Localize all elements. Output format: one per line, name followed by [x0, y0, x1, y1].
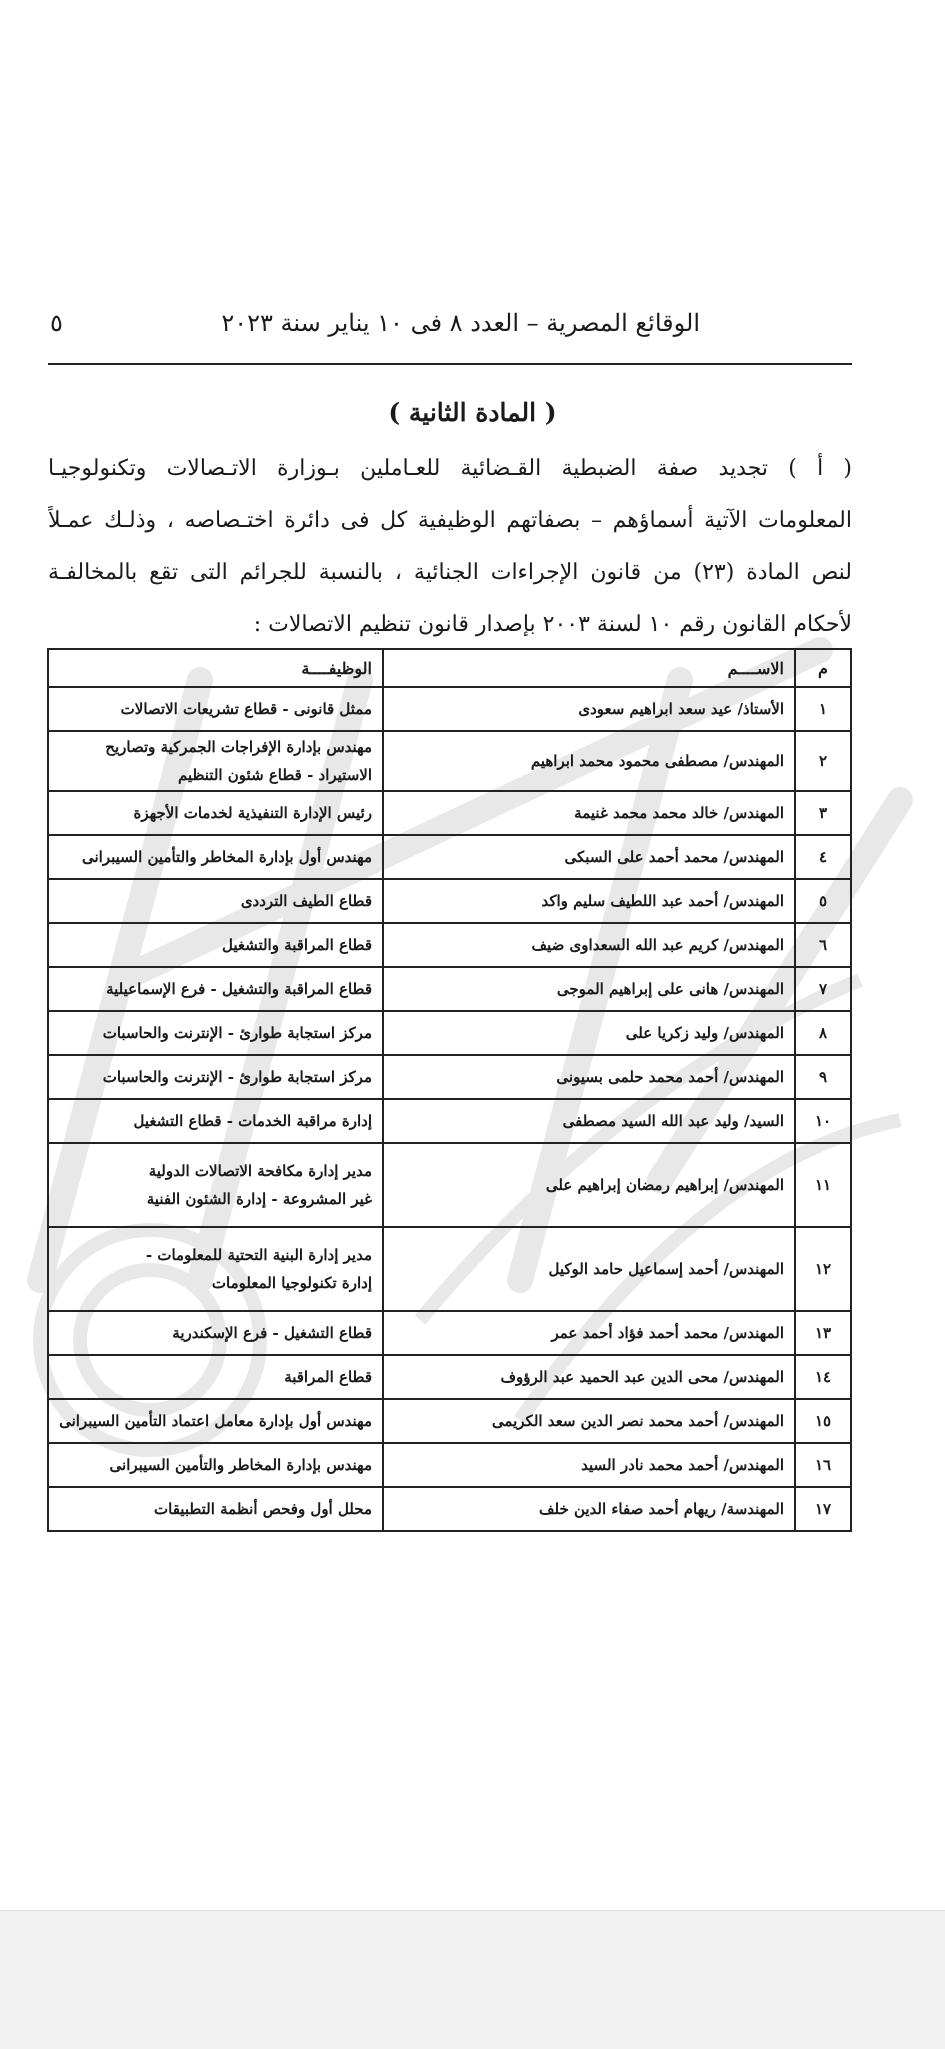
table-row [48, 835, 851, 879]
gazette-title: الوقائع المصرية – العدد ٨ فى ١٠ يناير سنة ٢٠٢٣ [221, 309, 700, 337]
officer-job [48, 1311, 383, 1355]
job-line: قطاع المراقبة والتشغيل [221, 936, 372, 954]
job-line: مركز استجابة طوارئ - الإنترنت والحاسبات [102, 1024, 372, 1042]
officers-table [47, 648, 852, 1532]
officer-name: المهندس/ محى الدين عبد الحميد عبد الرؤوف [383, 1355, 795, 1399]
officer-job [48, 1355, 383, 1399]
officer-job [48, 1055, 383, 1099]
table-row [48, 879, 851, 923]
row-number: ١٥ [795, 1399, 851, 1443]
officer-job [48, 1099, 383, 1143]
row-number: ١٧ [795, 1487, 851, 1531]
page-number: ٥ [50, 309, 63, 337]
row-number: ١٢ [795, 1227, 851, 1311]
header-number: م [795, 649, 851, 687]
officer-name: المهندس/ أحمد محمد نصر الدين سعد الكريمى [383, 1399, 795, 1443]
job-line: غير المشروعة - إدارة الشئون الفنية [146, 1190, 372, 1208]
table-row [48, 1443, 851, 1487]
row-number: ١٦ [795, 1443, 851, 1487]
table-row [48, 1143, 851, 1227]
row-number: ٧ [795, 967, 851, 1011]
job-line: قطاع الطيف الترددى [240, 892, 372, 910]
table-body [48, 687, 851, 1531]
job-line: مدير إدارة مكافحة الاتصالات الدولية [148, 1162, 372, 1180]
row-number: ١ [795, 687, 851, 731]
officer-name: المهندس/ إبراهيم رمضان إبراهيم على [383, 1143, 795, 1227]
officer-job [48, 1143, 383, 1227]
table-row [48, 967, 851, 1011]
officer-name: المهندس/ محمد أحمد فؤاد أحمد عمر [383, 1311, 795, 1355]
job-line: قطاع المراقبة [284, 1368, 372, 1386]
row-number: ١٤ [795, 1355, 851, 1399]
officer-name: المهندس/ أحمد عبد اللطيف سليم واكد [383, 879, 795, 923]
officer-job [48, 1011, 383, 1055]
table-row [48, 1311, 851, 1355]
officer-name: المهندس/ خالد محمد محمد غنيمة [383, 791, 795, 835]
job-line: مهندس بإدارة المخاطر والتأمين السيبرانى [109, 1456, 372, 1474]
officer-job [48, 731, 383, 791]
viewer-bottom-bar [0, 1910, 945, 2049]
officer-name: الأستاذ/ عيد سعد ابراهيم سعودى [383, 687, 795, 731]
table-row [48, 1487, 851, 1531]
job-line: مدير إدارة البنية التحتية للمعلومات - [145, 1246, 372, 1264]
table-row [48, 791, 851, 835]
officer-job [48, 879, 383, 923]
job-line: مهندس أول بإدارة معامل اعتماد التأمين السيبرانى [59, 1412, 372, 1430]
officer-name: المهندس/ هانى على إبراهيم الموجى [383, 967, 795, 1011]
job-line: مهندس بإدارة الإفراجات الجمركية وتصاريح [105, 738, 372, 756]
officer-job [48, 1399, 383, 1443]
officer-name: المهندس/ محمد أحمد على السبكى [383, 835, 795, 879]
job-line: رئيس الإدارة التنفيذية لخدمات الأجهزة [133, 804, 372, 822]
officer-name: المهندس/ كريم عبد الله السعداوى ضيف [383, 923, 795, 967]
table-row [48, 1055, 851, 1099]
officer-name: المهندس/ مصطفى محمود محمد ابراهيم [383, 731, 795, 791]
officer-job [48, 687, 383, 731]
article-paragraph [48, 443, 852, 651]
row-number: ١١ [795, 1143, 851, 1227]
header-name: الاســــم [383, 649, 795, 687]
officer-job [48, 1443, 383, 1487]
row-number: ٣ [795, 791, 851, 835]
paragraph-line: لنص المادة (٢٣) من قانون الإجراءات الجنائية ، بالنسبة للجرائم التى تقع بالمخالفـة [48, 560, 852, 585]
officer-name: المهندس/ وليد زكريا على [383, 1011, 795, 1055]
page-header [48, 305, 852, 345]
job-line: إدارة مراقبة الخدمات - قطاع التشغيل [133, 1112, 372, 1130]
officer-job [48, 923, 383, 967]
paragraph-line: لأحكام القانون رقم ١٠ لسنة ٢٠٠٣ بإصدار قانون تنظيم الاتصالات : [253, 612, 852, 637]
row-number: ٦ [795, 923, 851, 967]
row-number: ١٣ [795, 1311, 851, 1355]
row-number: ٩ [795, 1055, 851, 1099]
table-row [48, 731, 851, 791]
table-row [48, 687, 851, 731]
row-number: ٨ [795, 1011, 851, 1055]
row-number: ٤ [795, 835, 851, 879]
job-line: ممثل قانونى - قطاع تشريعات الاتصالات [120, 700, 372, 718]
row-number: ١٠ [795, 1099, 851, 1143]
officer-name: المهندس/ أحمد إسماعيل حامد الوكيل [383, 1227, 795, 1311]
job-line: مركز استجابة طوارئ - الإنترنت والحاسبات [102, 1068, 372, 1086]
job-line: إدارة تكنولوجيا المعلومات [211, 1274, 372, 1292]
header-job: الوظيفــــة [48, 649, 383, 687]
job-line: قطاع التشغيل - فرع الإسكندرية [172, 1324, 372, 1342]
officer-name: المهندس/ أحمد محمد حلمى بسيونى [383, 1055, 795, 1099]
table-header-row [48, 649, 851, 687]
table-row [48, 1399, 851, 1443]
job-line: محلل أول وفحص أنظمة التطبيقات [154, 1500, 372, 1518]
officer-job [48, 1487, 383, 1531]
article-title: ( المادة الثانية ) [388, 398, 557, 427]
officer-job [48, 835, 383, 879]
job-line: قطاع المراقبة والتشغيل - فرع الإسماعيلية [106, 980, 372, 998]
officer-job [48, 1227, 383, 1311]
row-number: ٥ [795, 879, 851, 923]
officer-name: السيد/ وليد عبد الله السيد مصطفى [383, 1099, 795, 1143]
table-row [48, 1099, 851, 1143]
paragraph-line: ( أ ) تجديد صفة الضبطية القـضائية للعـاملين بـوزارة الاتـصالات وتكنولوجيـا [48, 456, 852, 481]
header-divider [48, 363, 852, 365]
officer-name: المهندسة/ ريهام أحمد صفاء الدين خلف [383, 1487, 795, 1531]
job-line: مهندس أول بإدارة المخاطر والتأمين السيبرانى [81, 848, 372, 866]
officer-job [48, 967, 383, 1011]
table-row [48, 923, 851, 967]
table-row [48, 1227, 851, 1311]
job-line: الاستيراد - قطاع شئون التنظيم [177, 766, 372, 784]
officer-name: المهندس/ أحمد محمد نادر السيد [383, 1443, 795, 1487]
table-row [48, 1355, 851, 1399]
table-row [48, 1011, 851, 1055]
row-number: ٢ [795, 731, 851, 791]
paragraph-line: المعلومات الآتية أسماؤهم – بصفاتهم الوظيفية كل فى دائرة اختـصاصه ، وذلـك عمـلاً [48, 508, 852, 533]
officer-job [48, 791, 383, 835]
